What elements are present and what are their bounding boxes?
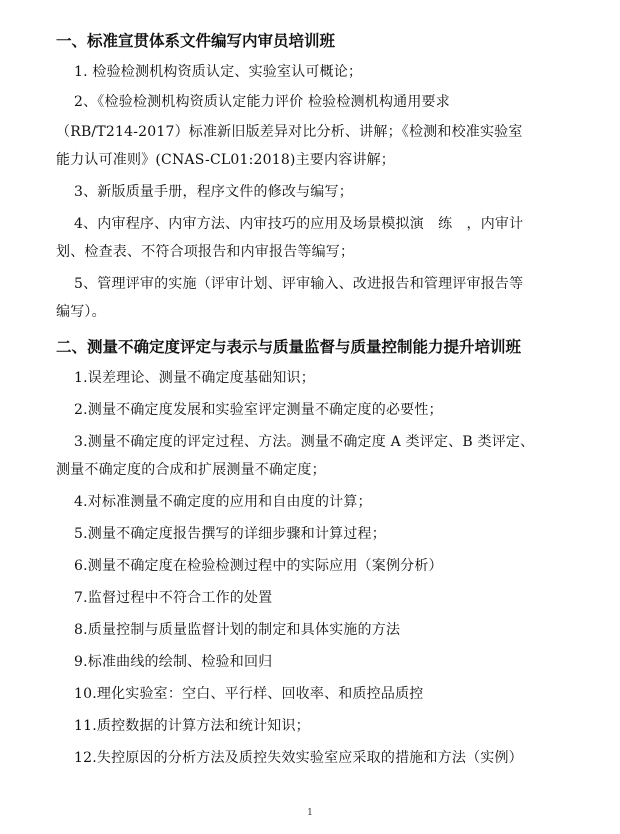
section-2-line-4: 测量不确定度的合成和扩展测量不确定度； bbox=[56, 462, 326, 478]
section-2-line-6: 5.测量不确定度报告撰写的详细步骤和计算过程； bbox=[74, 526, 386, 542]
section-1-line-4: 能力认可准则》(CNAS-CL01:2018)主要内容讲解； bbox=[56, 152, 395, 168]
section-2-line-8: 7.监督过程中不符合工作的处置 bbox=[74, 590, 273, 606]
section-2-line-3: 3.测量不确定度的评定过程、方法。测量不确定度 A 类评定、B 类评定、 bbox=[74, 434, 535, 450]
section-2-line-12: 11.质控数据的计算方法和统计知识； bbox=[74, 718, 310, 734]
section-2-line-11: 10.理化实验室：空白、平行样、回收率、和质控品质控 bbox=[74, 686, 424, 702]
section-1-line-2: 2、《检验检测机构资质认定能力评价 检验检测机构通用要求 bbox=[74, 94, 450, 110]
section-1-line-3: （RB/T214-2017）标准新旧版差异对比分析、讲解；《检测和校准实验室 bbox=[56, 124, 523, 140]
section-1-line-7: 划、检查表、不符合项报告和内审报告等编写； bbox=[56, 244, 355, 260]
section-1-line-6: 4、内审程序、内审方法、内审技巧的应用及场景模拟演 练 ，内审计 bbox=[74, 216, 524, 232]
section-1-title: 一、标准宣贯体系文件编写内审员培训班 bbox=[56, 32, 336, 50]
section-1-line-8: 5、管理评审的实施（评审计划、评审输入、改进报告和管理评审报告等 bbox=[74, 276, 524, 292]
section-1-line-5: 3、新版质量手册，程序文件的修改与编写； bbox=[74, 184, 353, 200]
section-2-line-2: 2.测量不确定度发展和实验室评定测量不确定度的必要性； bbox=[74, 402, 443, 418]
section-2-line-7: 6.测量不确定度在检验检测过程中的实际应用（案例分析） bbox=[74, 558, 443, 574]
section-2-line-5: 4.对标准测量不确定度的应用和自由度的计算； bbox=[74, 494, 372, 510]
section-2-line-10: 9.标准曲线的绘制、检验和回归 bbox=[74, 654, 273, 670]
section-2-line-9: 8.质量控制与质量监督计划的制定和具体实施的方法 bbox=[74, 622, 401, 638]
section-2-line-1: 1.误差理论、测量不确定度基础知识； bbox=[74, 370, 315, 386]
section-1-line-9: 编写）。 bbox=[56, 304, 106, 320]
section-2-title: 二、测量不确定度评定与表示与质量监督与质量控制能力提升培训班 bbox=[56, 338, 522, 356]
section-1-line-1: 1. 检验检测机构资质认定、实验室认可概论； bbox=[74, 64, 363, 80]
section-2-line-13: 12.失控原因的分析方法及质控失效实验室应采取的措施和方法（实例） bbox=[74, 750, 523, 766]
page-number: 1 bbox=[307, 808, 313, 818]
